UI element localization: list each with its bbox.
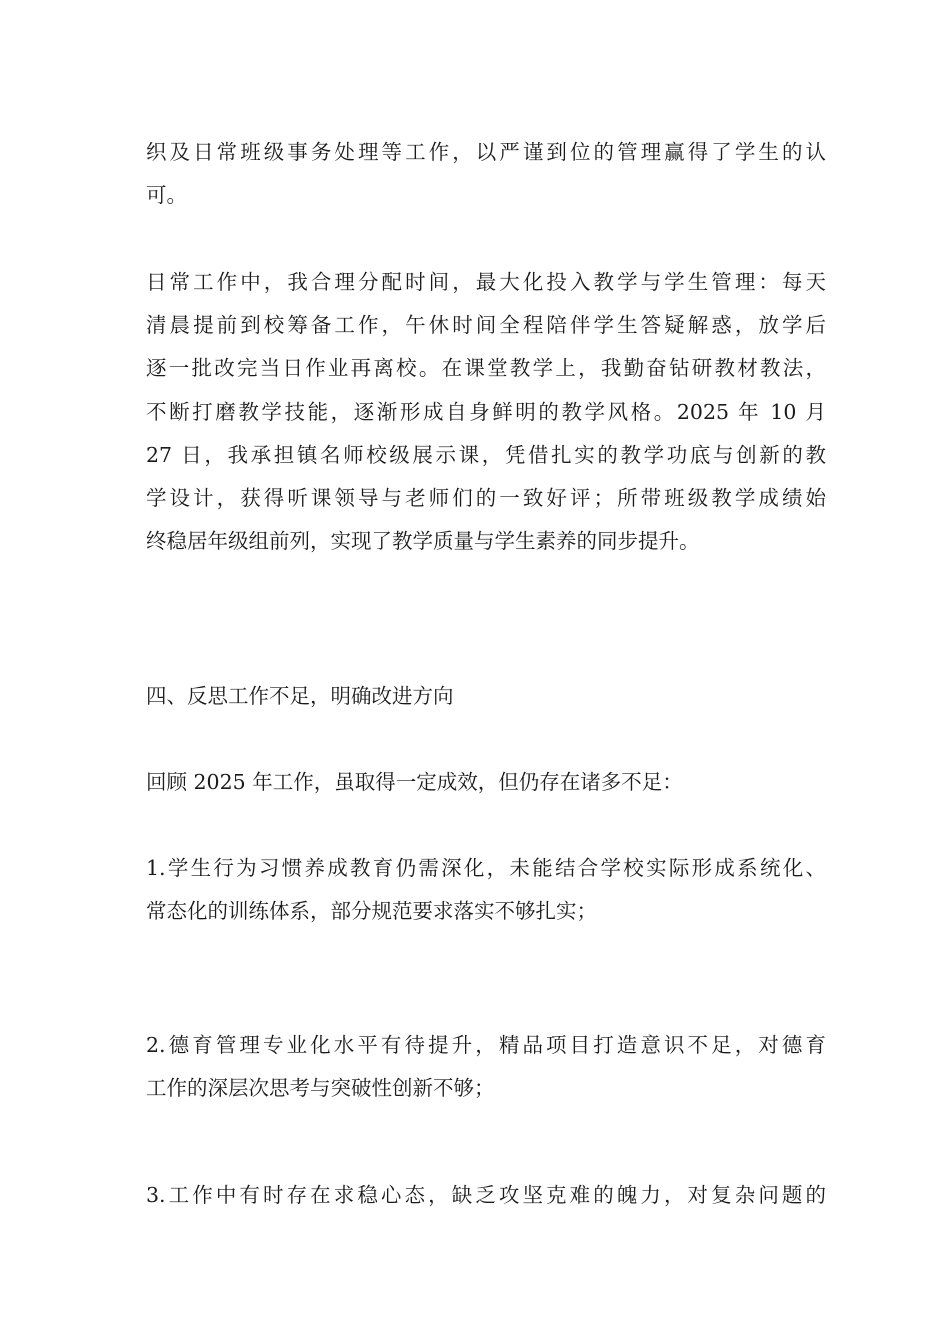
- text-line: 终稳居年级组前列，实现了教学质量与学生素养的同步提升。: [146, 529, 700, 554]
- text-line: 工作的深层次思考与突破性创新不够；: [146, 1076, 495, 1101]
- text-line: 2.德育管理专业化水平有待提升，精品项目打造意识不足，对德育: [146, 1033, 826, 1057]
- list-item-1: [146, 847, 826, 933]
- text-line: 不断打磨教学技能，逐渐形成自身鲜明的教学风格。2025 年 10 月: [146, 399, 826, 424]
- text-line: 清晨提前到校筹备工作，午休时间全程陪伴学生答疑解惑，放学后: [146, 313, 826, 338]
- list-item-3: [146, 1174, 826, 1217]
- text-line: 1.学生行为习惯养成教育仍需深化，未能结合学校实际形成系统化、: [146, 856, 826, 880]
- text-line: 逐一批改完当日作业再离校。在课堂教学上，我勤奋钻研教材教法，: [146, 356, 826, 381]
- section-heading: 四、反思工作不足，明确改进方向: [146, 684, 454, 708]
- section-heading-reflection: [146, 675, 826, 718]
- text-line: 织及日常班级事务处理等工作，以严谨到位的管理赢得了学生的认: [146, 140, 826, 164]
- paragraph-class-management-ending: [146, 131, 826, 217]
- paragraph-review: [146, 761, 826, 804]
- text-line: 日常工作中，我合理分配时间，最大化投入教学与学生管理：每天: [146, 270, 826, 294]
- text-line: 学设计，获得听课领导与老师们的一致好评；所带班级教学成绩始: [146, 485, 826, 510]
- text-line: 常态化的训练体系，部分规范要求落实不够扎实；: [146, 899, 597, 924]
- text-line: 27 日，我承担镇名师校级展示课，凭借扎实的教学功底与创新的教: [146, 442, 826, 467]
- text-line: 3.工作中有时存在求稳心态，缺乏攻坚克难的魄力，对复杂问题的: [146, 1183, 826, 1207]
- text-line: 可。: [146, 183, 187, 208]
- text-line: 回顾 2025 年工作，虽取得一定成效，但仍存在诸多不足：: [146, 770, 683, 794]
- list-item-2: [146, 1024, 826, 1110]
- paragraph-daily-work: [146, 261, 826, 563]
